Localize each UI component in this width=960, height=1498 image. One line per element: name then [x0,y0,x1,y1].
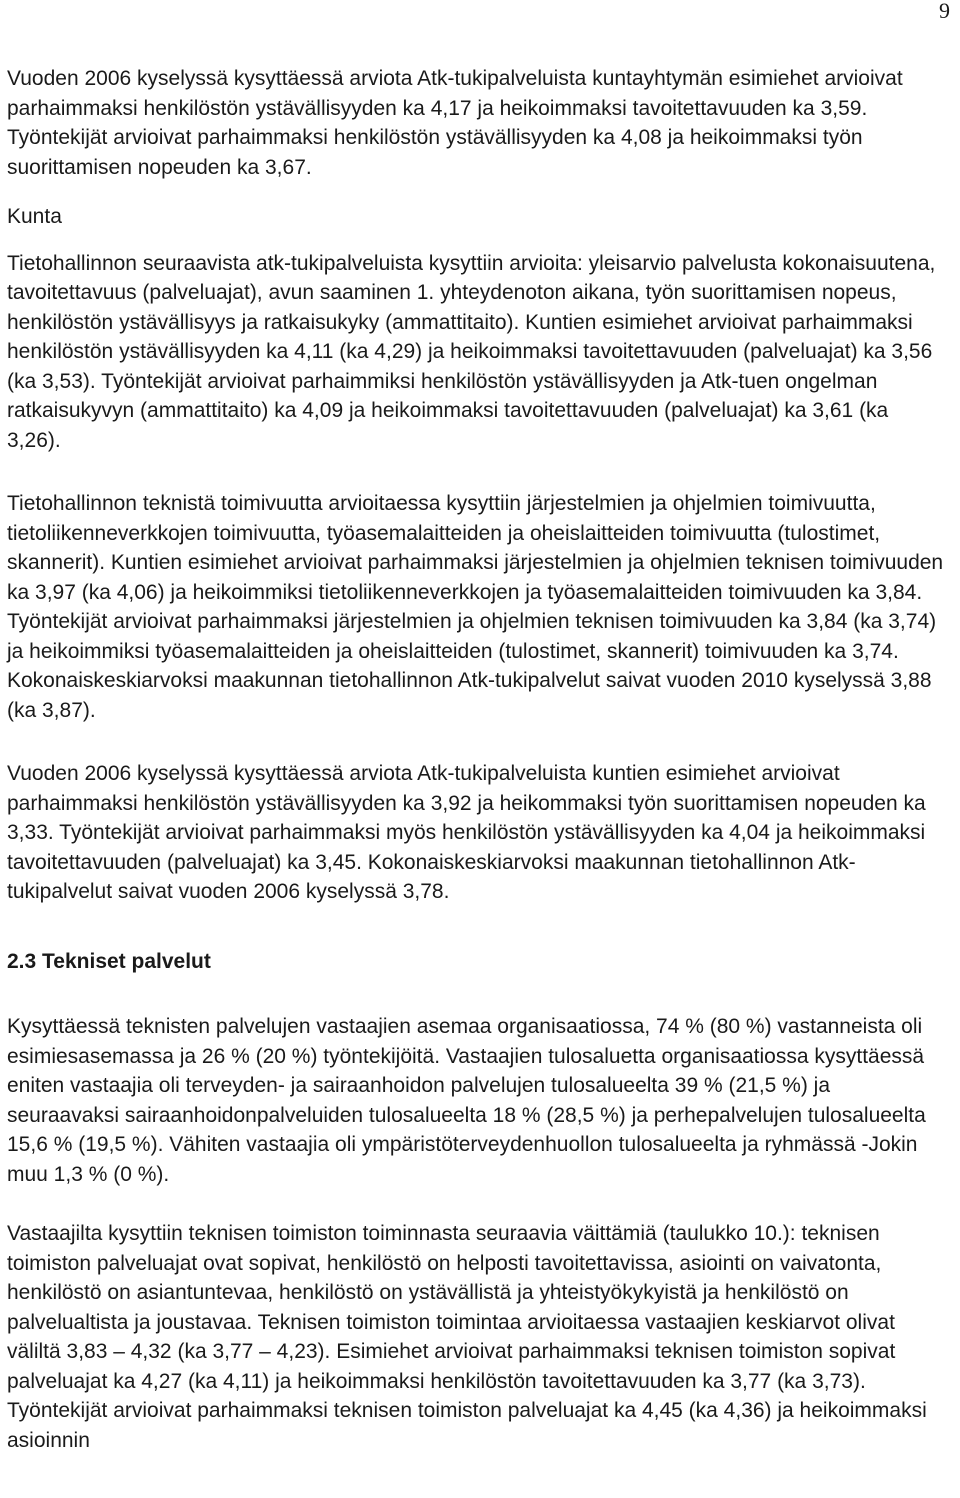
paragraph-tekninen-toimivuus: Tietohallinnon teknistä toimivuutta arvioitaessa kysyttiin järjestelmien ja ohjelmien toimivuutta, tietoliikenneverkkojen toimivuutta, työasemalaitteiden ja oheislaitteiden toimivuutta (tulostimet, skannerit). Kuntien esimiehet arvioivat parhaimmaksi järjestelmien ja ohjelmien teknisen toimivuuden ka 3,97 (ka 4,06) ja heikoimmiksi tietoliikenneverkkojen ja työasemalaitteiden toimivuuden ka 3,84. Työntekijät arvioivat parhaimmaksi järjestelmien ja ohjelmien teknisen toimivuuden ka 3,84 (ka 3,74) ja heikoimmiksi työasemalaitteiden ja oheislaitteiden (tulostimet, skannerit) toimivuuden ka 3,74. Kokonaiskeskiarvoksi maakunnan tietohallinnon Atk-tukipalvelut saivat vuoden 2010 kyselyssä 3,88 (ka 3,87). [7,492,944,722]
section-heading: 2.3 Tekniset palvelut [7,949,211,973]
paragraph-vastaajien-asema: Kysyttäessä teknisten palvelujen vastaajien asemaa organisaatiossa, 74 % (80 %) vastanneista oli esimiesasemassa ja 26 % (20 %) työntekijöitä. Vastaajien tulosaluetta organisaatiossa kysyttäessä eniten vastaajia oli terveyden- ja sairaanhoidon palvelujen tulosalueelta 39 % (21,5 %) ja seuraavaksi sairaanhoidonpalveluiden tulosalueelta 18 % (28,5 %) ja perhepalvelujen tulosalueelta 15,6 % (19,5 %). Vähiten vastaajia oli ympäristöterveydenhuollon tulosalueelta ja ryhmässä -Jokin muu 1,3 % (0 %). [7,1015,926,1186]
document-body [7,64,947,1455]
paragraph-kuntayhtyma-2006: Vuoden 2006 kyselyssä kysyttäessä arviota Atk-tukipalveluista kuntayhtymän esimiehet arvioivat parhaimmaksi henkilöstön ystävällisyyden ka 4,17 ja heikoimmaksi tavoitettavuuden ka 3,59. Työntekijät arvioivat parhaimmaksi henkilöstön ystävällisyyden ka 4,08 ja heikoimmaksi työn suorittamisen nopeuden ka 3,67. [7,67,903,179]
paragraph-tekninen-toimisto: Vastaajilta kysyttiin teknisen toimiston toiminnasta seuraavia väittämiä (taulukko 10.): teknisen toimiston palveluajat ovat sopivat, henkilöstö on helposti tavoitettavissa, asiointi on vaivatonta, henkilöstö on asiantuntevaa, henkilöstö on ystävällistä ja yhteistyökykyistä ja henkilöstö on palvelualtista ja joustavaa. Teknisen toimiston toimintaa arvioitaessa vastaajien keskiarvot olivat väliltä 3,83 – 4,32 (ka 3,77 – 4,23). Esimiehet arvioivat parhaimmaksi teknisen toimiston sopivat palveluajat ka 4,27 (ka 4,11) ja heikoimmaksi henkilöstön tavoitettavuuden ka 3,77 (ka 3,73). Työntekijät arvioivat parhaimmaksi teknisen toimiston palveluajat ka 4,45 (ka 4,36) ja heikoimmaksi asioinnin [7,1222,927,1452]
page-number: 9 [939,0,950,23]
paragraph-kunnat-2006: Vuoden 2006 kyselyssä kysyttäessä arviota Atk-tukipalveluista kuntien esimiehet arvioivat parhaimmaksi henkilöstön ystävällisyyden ka 3,92 ja heikommaksi työn suorittamisen nopeuden ka 3,33. Työntekijät arvioivat parhaimmaksi myös henkilöstön ystävällisyyden ka 4,04 ja heikoimmaksi tavoitettavuuden (palveluajat) ka 3,45. Kokonaiskeskiarvoksi maakunnan tietohallinnon Atk-tukipalvelut saivat vuoden 2006 kyselyssä 3,78. [7,762,926,903]
subheading-kunta: Kunta [7,205,62,228]
paragraph-atk-tukipalvelut: Tietohallinnon seuraavista atk-tukipalveluista kysyttiin arvioita: yleisarvio palvelusta kokonaisuutena, tavoitettavuus (palveluajat), avun saaminen 1. yhteydenoton aikana, työn suorittamisen nopeus, henkilöstön ystävällisyys ja ratkaisukyky (ammattitaito). Kuntien esimiehet arvioivat parhaimmaksi henkilöstön ystävällisyyden ka 4,11 (ka 4,29) ja heikoimmaksi tavoitettavuuden (palveluajat) ka 3,56 (ka 3,53). Työntekijät arvioivat parhaimmiksi henkilöstön ystävällisyyden ja Atk-tuen ongelman ratkaisukyvyn (ammattitaito) ka 4,09 ja heikoimmaksi tavoitettavuuden (palveluajat) ka 3,61 (ka 3,26). [7,251,936,452]
